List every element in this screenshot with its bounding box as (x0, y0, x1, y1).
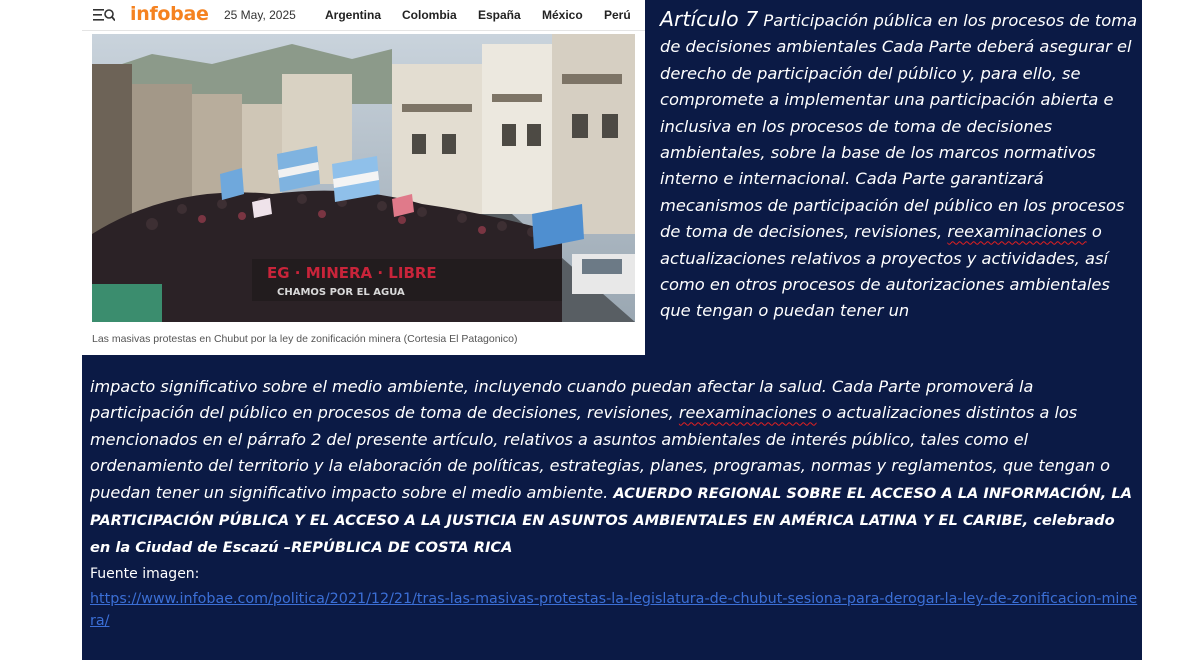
article-text-right (660, 6, 1138, 325)
protest-photo (92, 34, 635, 322)
banner-text-1: EG · MINERA · LIBRE (267, 264, 437, 282)
article-text-p1b: o actualizaciones relativos a proyectos y actividades, así como en otros procesos de autorizaciones ambientales que tengan o puedan tener un (660, 222, 1110, 321)
agreement-title: ACUERDO REGIONAL SOBRE EL ACCESO A LA INFORMACIÓN, LA PARTICIPACIÓN PÚBLICA Y EL ACCESO A LA JUSTICIA EN ASUNTOS AMBIENTALES EN AMÉRICA LATINA Y EL CARIBE, (90, 484, 1132, 530)
article-text-p2b: o actualizaciones distintos a los mencionados en el párrafo 2 del presente artículo, relativos a asuntos ambientales de interés público, tales como el ordenamiento del territorio y la elaboración de políticas, estrategias, planes, programas, normas y reglamentos, que tengan o puedan tener un significativo impacto sobre el medio ambiente. (90, 403, 1110, 502)
spellcheck-word-1: reexaminaciones (947, 222, 1087, 242)
site-logo[interactable]: infobae (130, 3, 209, 25)
nav-peru[interactable]: Perú (604, 8, 631, 22)
header-date: 25 May, 2025 (224, 8, 296, 22)
site-header (82, 0, 645, 31)
article-text-p1a: Participación pública en los procesos de toma de decisiones ambientales Cada Parte deberá asegurar el derecho de participación del público y, para ello, se compromete a implementar una participación abierta e inclusiva en los procesos de toma de decisiones ambientales, sobre la base de los marcos normativos interno e internacional. Cada Parte garantizará mecanismos de participación del público en los procesos de toma de decisiones, revisiones, (660, 11, 1138, 242)
nav-colombia[interactable]: Colombia (402, 8, 457, 22)
menu-search-icon[interactable] (93, 8, 115, 22)
article-text-wide (90, 374, 1138, 562)
nav-argentina[interactable]: Argentina (325, 8, 382, 22)
source-link[interactable]: https://www.infobae.com/politica/2021/12/21/tras-las-masivas-protestas-la-legislatura-de-chubut-sesiona-para-derogar-la-ley-de-zonificacion-minera/ (90, 591, 1138, 629)
banner-text-2: CHAMOS POR EL AGUA (277, 287, 405, 298)
article-number: Artículo 7 (660, 7, 759, 31)
photo-caption: Las masivas protestas en Chubut por la ley de zonificación minera (Cortesia El Patagonico) (92, 333, 518, 345)
article-text-p2a: impacto significativo sobre el medio ambiente, incluyendo cuando puedan afectar la salud. Cada Parte promoverá la participación del público en procesos de toma de decisiones, revisiones, (90, 377, 1034, 423)
nav-mexico[interactable]: México (542, 8, 583, 22)
nav-espana[interactable]: España (478, 8, 521, 22)
news-screenshot (82, 0, 645, 355)
spellcheck-word-2: reexaminaciones (678, 403, 817, 423)
source-label: Fuente imagen: (90, 566, 200, 582)
agreement-place: celebrado en la Ciudad de Escazú –REPÚBLICA DE COSTA RICA (90, 512, 1115, 557)
protest-photo-art (92, 34, 635, 322)
